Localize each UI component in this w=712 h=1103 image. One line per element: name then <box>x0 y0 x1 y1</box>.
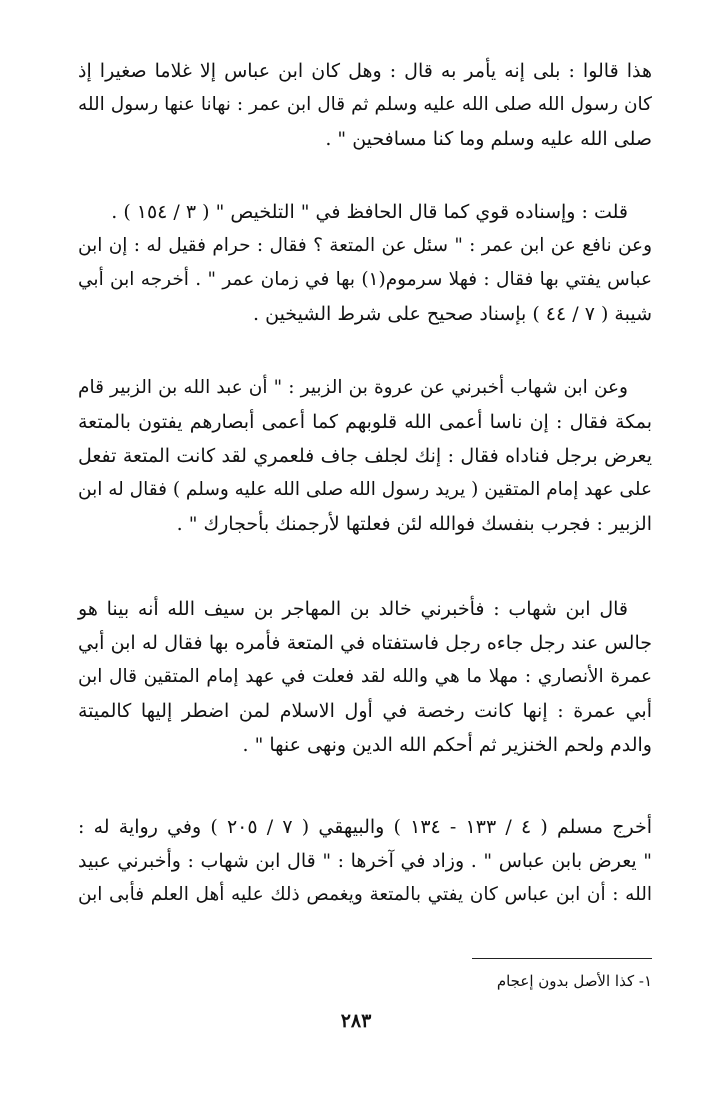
text-line: بمكة فقال : إن ناسا أعمى الله قلوبهم كما أعمى أبصارهم يفتون بالمتعة <box>78 411 652 433</box>
paragraph-5 <box>78 810 652 912</box>
text-line: قلت : وإسناده قوي كما قال الحافظ في " التلخيص " ( ٣ / ١٥٤ ) . <box>111 201 628 223</box>
text-line: عباس يفتي بها فقال : فهلا سرموم(١) بها في زمان عمر " . أخرجه ابن أبي <box>78 269 653 290</box>
footnote: ١- كذا الأصل بدون إعجام <box>496 972 652 990</box>
text-line: قال ابن شهاب : فأخبرني خالد بن المهاجر بن سيف الله أنه بينا هو <box>78 598 628 620</box>
text-line: أبي عمرة : إنها كانت رخصة في أول الاسلام لمن اضطر إليها كالميتة <box>78 700 652 722</box>
text-line: هذا قالوا : بلى إنه يأمر به قال : وهل كان ابن عباس إلا غلاما صغيرا إذ <box>78 60 652 82</box>
text-line: شيبة ( ٧ / ٤٤ ) بإسناد صحيح على شرط الشيخين . <box>253 303 652 325</box>
paragraph-2 <box>78 195 652 331</box>
text-line: يعرض برجل فناداه فقال : إنك لجلف جاف فلعمري لقد كانت المتعة تفعل <box>78 445 652 467</box>
paragraph-3 <box>78 371 652 541</box>
text-line: والدم ولحم الخنزير ثم أحكم الله الدين ونهى عنها " . <box>242 734 652 756</box>
text-line: عمرة الأنصاري : مهلا ما هي والله لقد فعلت في عهد إمام المتقين قال ابن <box>78 666 652 687</box>
text-line: وعن ابن شهاب أخبرني عن عروة بن الزبير : " أن عبد الله بن الزبير قام <box>78 377 628 398</box>
text-line: صلى الله عليه وسلم وما كنا مسافحين " . <box>325 128 652 150</box>
paragraph-4 <box>78 592 652 762</box>
text-line: وعن نافع عن ابن عمر : " سئل عن المتعة ؟ فقال : حرام فقيل له : إن ابن <box>78 235 652 256</box>
text-line: الله : أن ابن عباس كان يفتي بالمتعة ويغمص ذلك عليه أهل العلم فأبى ابن <box>78 884 652 905</box>
text-line: على عهد إمام المتقين ( يريد رسول الله صلى الله عليه وسلم ) فقال له ابن <box>77 479 652 500</box>
text-line: " يعرض بابن عباس " . وزاد في آخرها : " قال ابن شهاب : وأخبرني عبيد <box>78 850 652 872</box>
page-number: ٢٨٣ <box>340 1010 372 1032</box>
text-line: الزبير : فجرب بنفسك فوالله لئن فعلتها لأرجمنك بأحجارك " . <box>176 513 652 535</box>
text-line: أخرج مسلم ( ٤ / ١٣٣ - ١٣٤ ) والبيهقي ( ٧ / ٢٠٥ ) وفي رواية له : <box>78 816 653 838</box>
text-line: جالس عند رجل جاءه رجل فاستفتاه في المتعة فأمره بها فقال له ابن أبي <box>78 632 652 654</box>
paragraph-1 <box>78 54 652 156</box>
footnote-divider <box>472 958 652 959</box>
text-line: كان رسول الله صلى الله عليه وسلم ثم قال ابن عمر : نهانا عنها رسول الله <box>78 94 652 115</box>
